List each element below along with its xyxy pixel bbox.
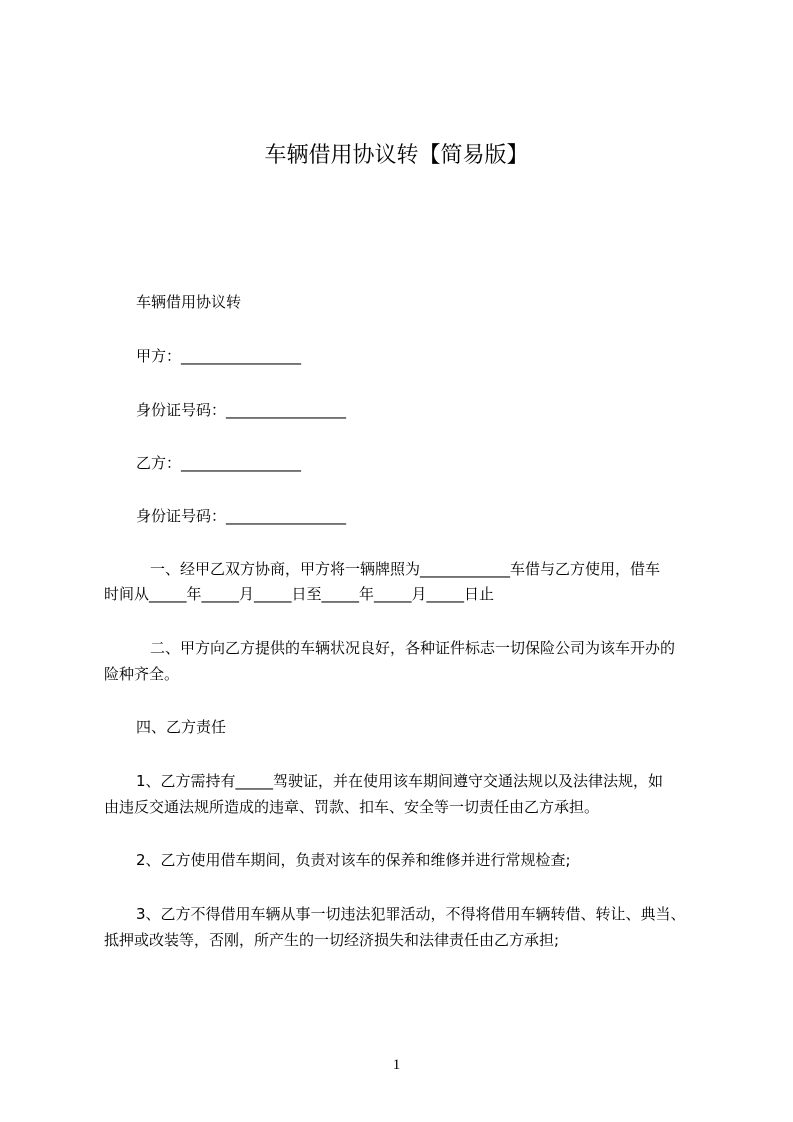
- item-2-line: 2、乙方使用借车期间，负责对该车的保养和维修并进行常规检查;: [136, 851, 571, 869]
- document-title: 车辆借用协议转【简易版】: [264, 143, 529, 168]
- agreement-heading: 车辆借用协议转: [136, 293, 242, 311]
- clause-2-line-2: 险种齐全。: [104, 665, 180, 683]
- clause-1-line-1: 一、经甲乙双方协商，甲方将一辆牌照为____________车借与乙方使用，借车: [150, 560, 661, 578]
- party-a-field: 甲方：________________: [136, 347, 302, 365]
- page-number: 1: [392, 1057, 401, 1073]
- party-b-field: 乙方：________________: [136, 454, 302, 472]
- item-3-line-1: 3、乙方不得借用车辆从事一切违法犯罪活动，不得将借用车辆转借、转让、典当、: [136, 905, 686, 923]
- item-3-line-2: 抵押或改装等，否刚，所产生的一切经济损失和法律责任由乙方承担;: [104, 931, 560, 949]
- clause-2-line-1: 二、甲方向乙方提供的车辆状况良好，各种证件标志一切保险公司为该车开办的: [150, 639, 676, 657]
- party-b-id-field: 身份证号码：________________: [136, 507, 347, 525]
- party-a-id-field: 身份证号码：________________: [136, 401, 347, 419]
- section-4-heading: 四、乙方责任: [136, 718, 227, 736]
- item-1-line-2: 由违反交通法规所造成的违章、罚款、扣车、安全等一切责任由乙方承担。: [104, 798, 600, 816]
- clause-1-line-2: 时间从_____年_____月_____日至_____年_____月_____日止: [104, 585, 495, 603]
- item-1-line-1: 1、乙方需持有_____驾驶证，并在使用该车期间遵守交通法规以及法律法规，如: [136, 772, 664, 790]
